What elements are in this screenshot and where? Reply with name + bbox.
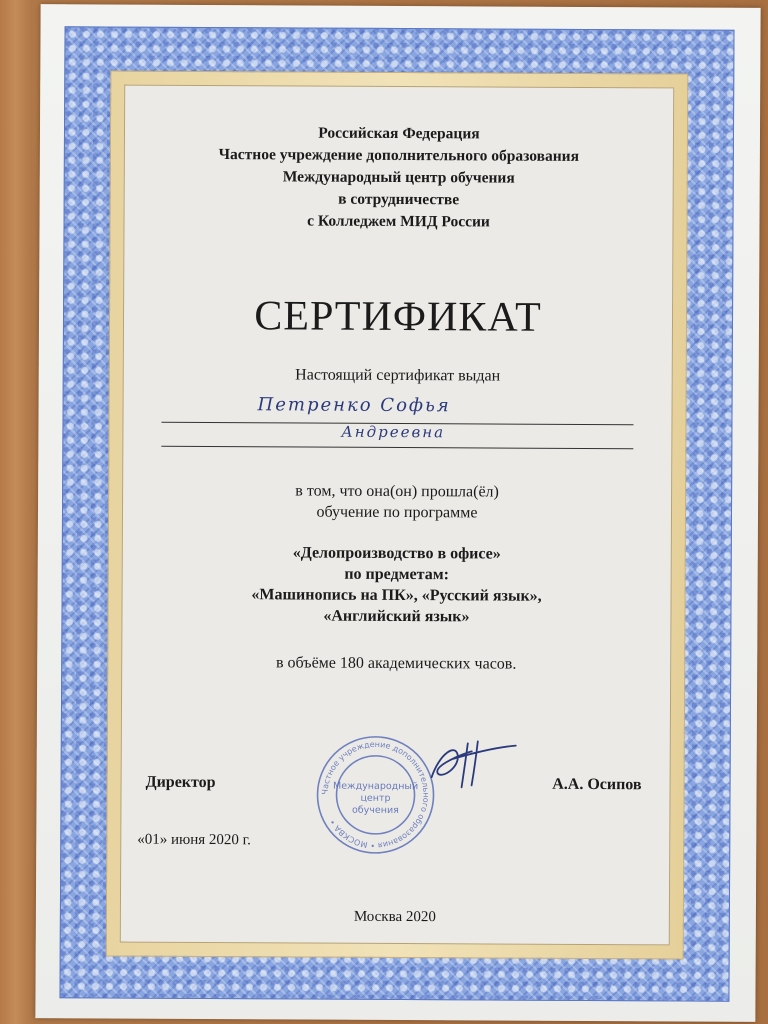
recipient-name-line-2: Андреевна: [341, 422, 446, 442]
program-line-2: по предметам:: [344, 565, 450, 584]
city-year: Москва 2020: [353, 908, 436, 926]
issued-text: Настоящий сертификат выдан: [295, 366, 501, 385]
stamp-center-line-2: центр: [360, 792, 391, 804]
program-line-3: «Машинопись на ПК», «Русский язык»,: [251, 586, 542, 605]
program-line-4: «Английский язык»: [323, 607, 470, 626]
header-line-4: в сотрудничестве: [338, 190, 460, 209]
director-signature: [412, 733, 522, 794]
recipient-lines: [161, 394, 633, 460]
certificate-paper: [35, 4, 760, 1022]
issue-date: «01» июня 2020 г.: [137, 831, 251, 849]
issuer-header: [124, 122, 673, 235]
completion-line-1: в том, что она(он) прошла(ёл): [295, 482, 499, 501]
completion-line-2: обучение по программе: [316, 503, 478, 522]
header-line-1: Российская Федерация: [318, 124, 480, 143]
program-block: [122, 542, 670, 629]
header-line-2: Частное учреждение дополнительного образования: [218, 146, 580, 165]
stamp-center-line-1: Международный: [332, 780, 419, 793]
header-line-5: с Колледжем МИД России: [307, 212, 490, 231]
director-name: А.А. Осипов: [552, 775, 642, 794]
program-line-1: «Делопроизводство в офисе»: [292, 544, 501, 563]
stamp-center-line-3: обучения: [351, 804, 399, 817]
director-label: Директор: [145, 773, 216, 792]
completion-text: [123, 480, 671, 525]
certificate-title: СЕРТИФИКАТ: [254, 293, 542, 341]
hours-text: в объёме 180 академических часов.: [275, 654, 517, 673]
header-line-3: Международный центр обучения: [282, 168, 515, 187]
recipient-underline-2: [161, 446, 633, 449]
stamp-ring-text: Частное учреждение дополнительного образования • МОСКВА •: [320, 739, 431, 850]
certificate-body: [120, 85, 674, 946]
recipient-name-line-1: Петренко Софья: [257, 394, 451, 417]
